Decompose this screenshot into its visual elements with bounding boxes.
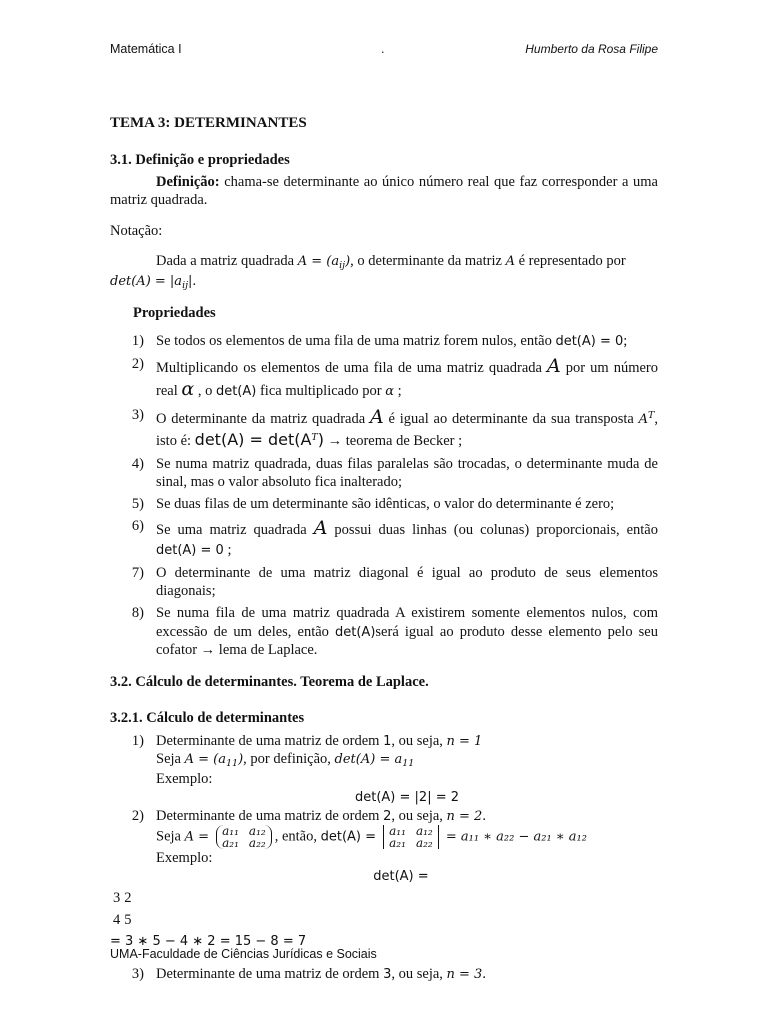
definition-paragraph [110,173,658,210]
list-item: 3) Determinante de uma matriz de ordem 3, ou seja, n = 3. [131,966,486,983]
matrix-symbolic-det: a₁₁ a₁₂ a₂₁ a₂₂ [383,825,439,849]
example-2-formula: det(A) = [373,869,433,885]
list-item: 3) O determinante da matriz quadrada A é igual ao determinante da sua transposta $A^T$, isto é: $\det(A) = \det(A^T)$ → teorema de Becker ; [131,406,659,450]
list-item: 5) Se duas filas de um determinante são idênticas, o valor do determinante é zero; [131,496,615,513]
list-item: 7) O determinante de uma matriz diagonal é igual ao produto de seus elementos diagonais; [131,564,658,599]
definition-text: chama-se determinante ao único número real que faz corresponder a uma matriz quadrada. [110,174,658,209]
header-author: Humberto da Rosa Filipe [525,42,658,56]
section-heading-3-2: 3.2. Cálculo de determinantes. Teorema de Laplace. [110,674,429,691]
properties-list [110,332,658,659]
footer-institution: UMA-Faculdade de Ciências Jurídicas e Sociais [110,947,377,961]
list-item: 2) Multiplicando os elementos de uma fila de uma matriz quadrada A por um número real α , o det(A) fica multiplicado por α ; [131,354,658,401]
header-course: Matemática I [110,42,182,56]
page-title: TEMA 3: DETERMINANTES [110,115,307,131]
list-item: 8) Se numa fila de uma matriz quadrada A existirem somente elementos nulos, com excessão de um deles, então det(A)será igual ao produto desse elemento pelo seu cofator → lema de Laplace. [131,605,658,658]
document-body: TEMA 3: DETERMINANTES 3.1. Definição e propriedades Definição: chama-se determinante ao único número real que faz corresponder a uma matriz quadrada. Notação: Dada a matriz quadrada $A = (a_{ij})$, o determinante da matriz A é representado por $\det(A) = |a_{ij}|$. Propriedades 1) Se todos os elementos de uma fila de uma matriz forem nulos, então det(A) = 0; 2) Multiplicando os elementos de uma fila de uma matriz quadrada A por um número real α , o det(A) fica multiplicado por α ; 3) O determinante da matriz quadrada A é igual ao determinante da sua transposta $A^T$, isto é: $\det(A) = \det(A^T)$ → teorema de Becker ; 4) Se numa matriz quadrada, duas filas paralelas são trocadas, o determinante muda de sinal, mas o valor absoluto fica inalterado; 5) Se duas filas de um determinante são idênticas, o valor do determinante é zero; 6) Se uma matriz quadrada A possui duas linhas (ou colunas) proporcionais, então det(A) = 0 ; 7) O determinante de uma matriz diagonal é igual ao produto de seus elementos diagonais; 8) Se numa fila de uma matriz quadrada A existirem somente elementos nulos, com excessão de um deles, então det(A)será igual ao produto desse elemento pelo seu cofator → lema de Laplace. 3.2. Cálculo de determinantes. Teorema de Laplace. 3.2.1. Cálculo de determinantes 1) Determinante de uma matriz de ordem 1, ou seja, n = 1 Seja $A = (a_{11})$, por definição, $\det(A) = a_{11}$ Exemplo: det(A) = |2| = 2 2) Determinante de uma matriz de ordem 2, ou seja, n = 2. Seja A = a₁₁ a₁₂ a₂₁ a₂₂ , então, det(A) = a₁₁ a₁₂ a₂₁ a₂₂ = a₁₁ ∗ a₂₂ − a₂₁ ∗ a₁₂ Exemplo: det(A) = 3 2 4 5 = 3 ∗ 5 − 4 ∗ 2 = 15 − 8 = 7 3) Determinante de uma matriz de ordem 3, ou seja, n = 3. [110,115,659,983]
list-item: 1) Determinante de uma matriz de ordem 1, ou seja, n = 1 Seja $A = (a_{11})$, por definição, $\det(A) = a_{11}$ Exemplo: [131,732,483,788]
calculation-list-3 [110,965,658,983]
calculation-list [110,732,658,789]
matrix-symbolic-paren: a₁₁ a₁₂ a₂₁ a₂₂ [216,825,272,849]
definition-label: Definição: [156,174,220,191]
section-heading-3-1: 3.1. Definição e propriedades [110,151,290,168]
notation-paragraph: Dada a matriz quadrada $A = (a_{ij})$, o determinante da matriz A é representado por [156,252,626,271]
properties-title: Propriedades [133,304,216,321]
subsection-heading-3-2-1: 3.2.1. Cálculo de determinantes [110,710,305,727]
example-1-formula: det(A) = |2| = 2 [355,790,459,806]
notation-det: $\det(A) = |a_{ij}|$. [110,272,197,291]
notation-label: Notação: [110,222,163,239]
header-dot: . [381,42,385,56]
list-item: 6) Se uma matriz quadrada A possui duas linhas (ou colunas) proporcionais, então det(A) = 0 ; [131,517,658,559]
list-item: 1) Se todos os elementos de uma fila de uma matriz forem nulos, então det(A) = 0; [131,333,628,350]
calculation-list-2 [110,807,658,868]
list-item: 2) Determinante de uma matriz de ordem 2, ou seja, n = 2. Seja A = a₁₁ a₁₂ a₂₁ a₂₂ , então, det(A) = a₁₁ a₁₂ a₂₁ a₂₂ = a₁₁ ∗ a₂₂ − a₂₁ ∗ a₁₂ Exemplo: [131,807,587,867]
list-item: 4) Se numa matriz quadrada, duas filas paralelas são trocadas, o determinante muda de sinal, mas o valor absoluto fica inalterado; [131,455,658,490]
